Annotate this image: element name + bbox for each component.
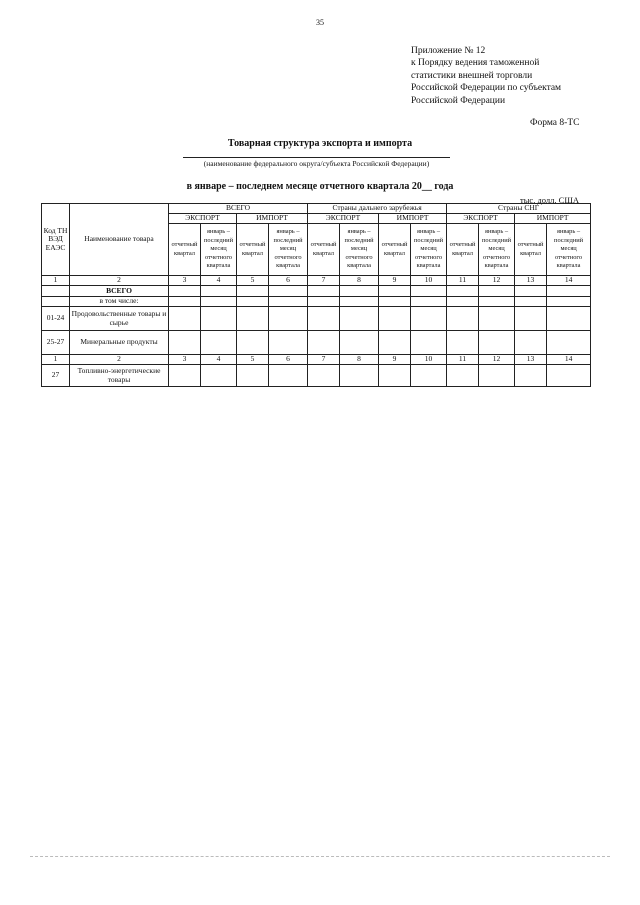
row-name: Продовольственные товары и сырье [70, 307, 169, 331]
column-number-row [42, 276, 591, 286]
import-header: ИМПОРТ [237, 214, 308, 224]
column-number: 2 [70, 355, 169, 365]
column-number: 10 [411, 355, 447, 365]
table-row [42, 307, 591, 331]
appendix-line: Российской Федерации [411, 95, 506, 106]
cumulative-header: январь – последний месяц отчетного квартала [479, 224, 515, 276]
row-name: Топливно-энергетические товары [70, 365, 169, 387]
appendix-line: Российской Федерации по субъектам [411, 83, 562, 94]
import-header: ИМПОРТ [515, 214, 591, 224]
column-number: 13 [515, 355, 547, 365]
column-number: 3 [169, 276, 201, 286]
cumulative-header: январь – последний месяц отчетного квартала [340, 224, 379, 276]
row-name: ВСЕГО [70, 286, 169, 297]
column-number: 11 [447, 276, 479, 286]
trade-structure-table [41, 203, 591, 387]
column-number: 6 [269, 355, 308, 365]
quarter-header: отчетный квартал [379, 224, 411, 276]
appendix-line: к Порядку ведения таможенной [411, 58, 540, 69]
quarter-header: отчетный квартал [447, 224, 479, 276]
column-number: 1 [42, 276, 70, 286]
quarter-header: отчетный квартал [169, 224, 201, 276]
appendix-line: Приложение № 12 [411, 46, 486, 56]
cumulative-header: январь – последний месяц отчетного квартала [547, 224, 591, 276]
column-number: 14 [547, 276, 591, 286]
import-header: ИМПОРТ [379, 214, 447, 224]
export-header: ЭКСПОРТ [169, 214, 237, 224]
column-number: 9 [379, 276, 411, 286]
quarter-header: отчетный квартал [308, 224, 340, 276]
cumulative-header: январь – последний месяц отчетного квартала [269, 224, 308, 276]
units-label: тыс. долл. США [520, 195, 580, 205]
column-number: 2 [70, 276, 169, 286]
export-header: ЭКСПОРТ [308, 214, 379, 224]
group-header-far-abroad: Страны дальнего зарубежья [308, 204, 447, 214]
cumulative-header: январь – последний месяц отчетного квартала [411, 224, 447, 276]
column-number: 3 [169, 355, 201, 365]
table-row-including [42, 297, 591, 307]
column-number: 13 [515, 276, 547, 286]
page-number: 35 [316, 18, 324, 27]
column-number: 7 [308, 276, 340, 286]
column-number: 5 [237, 276, 269, 286]
name-header: Наименование товара [70, 204, 169, 276]
column-number: 8 [340, 355, 379, 365]
row-name: Минеральные продукты [70, 331, 169, 355]
column-number: 12 [479, 355, 515, 365]
region-fill-line [183, 157, 450, 158]
column-number: 14 [547, 355, 591, 365]
page-edge-line [30, 856, 610, 857]
row-code: 25-27 [42, 331, 70, 355]
appendix-note [411, 45, 561, 107]
column-number: 4 [201, 355, 237, 365]
code-header: Код ТН ВЭД ЕАЭС [42, 204, 70, 276]
appendix-line: статистики внешней торговли [411, 70, 533, 81]
column-number-row [42, 355, 591, 365]
cumulative-header: январь – последний месяц отчетного квартала [201, 224, 237, 276]
document-title: Товарная структура экспорта и импорта [227, 138, 413, 149]
column-number: 10 [411, 276, 447, 286]
column-number: 7 [308, 355, 340, 365]
table-row-total [42, 286, 591, 297]
export-header: ЭКСПОРТ [447, 214, 515, 224]
row-code: 01-24 [42, 307, 70, 331]
column-number: 4 [201, 276, 237, 286]
group-header-total: ВСЕГО [169, 204, 308, 214]
group-header-cis: Страны СНГ [447, 204, 591, 214]
column-number: 11 [447, 355, 479, 365]
region-caption: (наименование федерального округа/субъекта Российской Федерации) [203, 159, 430, 168]
table-row [42, 365, 591, 387]
column-number: 12 [479, 276, 515, 286]
form-code: Форма 8-ТС [530, 118, 580, 128]
column-number: 5 [237, 355, 269, 365]
column-number: 6 [269, 276, 308, 286]
table-row [42, 331, 591, 355]
period-heading: в январе – последнем месяце отчетного квартала 20__ года [186, 181, 454, 192]
column-number: 9 [379, 355, 411, 365]
quarter-header: отчетный квартал [237, 224, 269, 276]
quarter-header: отчетный квартал [515, 224, 547, 276]
column-number: 1 [42, 355, 70, 365]
row-name: в том числе: [70, 297, 169, 307]
column-number: 8 [340, 276, 379, 286]
row-code: 27 [42, 365, 70, 387]
